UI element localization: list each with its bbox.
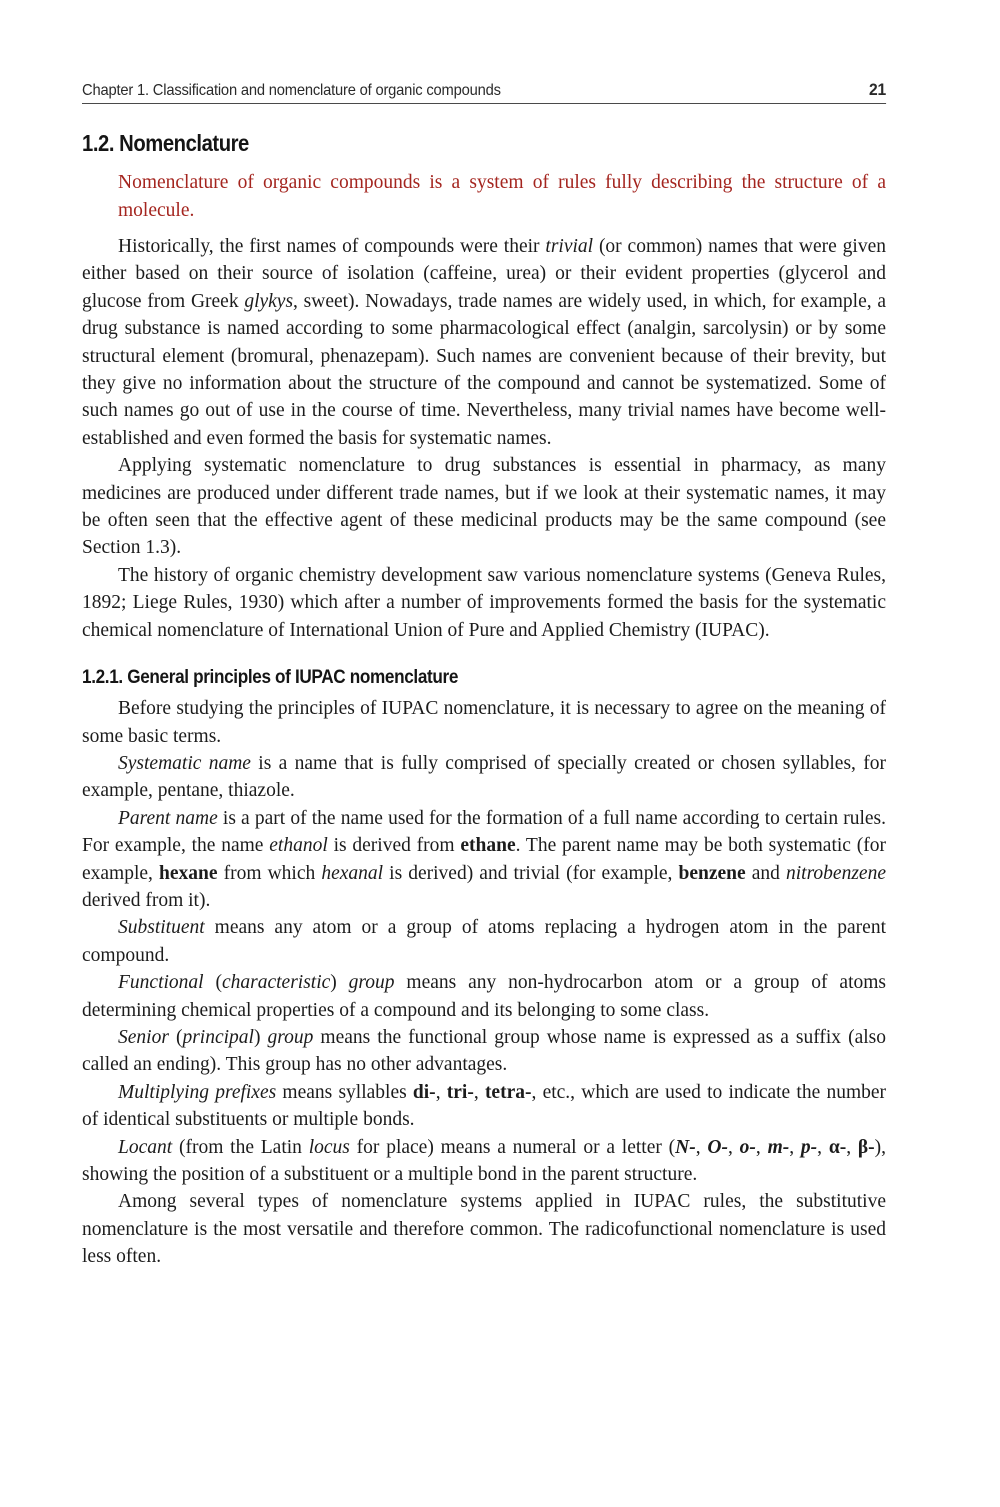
text-run: ( xyxy=(168,1026,183,1048)
paragraph-iupac-history: The history of organic chemistry development saw various nomenclature systems (Geneva Rules, 1892; Liege Rules, 1930) which after a number of improvements formed the basis for the systematic chemical nomenclature of International Union of Pure and Applied Chemistry (IUPAC). xyxy=(82,564,886,641)
separator: , xyxy=(817,1136,829,1158)
italic-term: Systematic name xyxy=(118,752,251,774)
text-run: is a name that is fully comprised of specially created or chosen syllables, for example, pentane, thiazole. xyxy=(82,752,886,802)
italic-term: principal xyxy=(182,1026,254,1048)
text-run: is derived) and trivial (for example, xyxy=(383,862,679,884)
italic-term: nitrobenzene xyxy=(785,862,886,884)
italic-term: glykys xyxy=(244,290,294,312)
italic-term: Multiplying prefixes xyxy=(118,1081,277,1103)
text-run: for place) means a numeral or a letter ( xyxy=(349,1136,676,1158)
paragraph-intro: Before studying the principles of IUPAC nomenclature, it is necessary to agree on the meaning of some basic terms. xyxy=(82,698,886,747)
italic-term: hexanal xyxy=(321,862,384,884)
italic-term: characteristic xyxy=(221,972,331,994)
paragraph-closing: Among several types of nomenclature systems applied in IUPAC rules, the substitutive nomenclature is the most versatile and therefore common. The radicofunctional nomenclature is used less often. xyxy=(82,1191,886,1268)
text-run: means syllables xyxy=(276,1081,413,1103)
term-multiplying-prefixes xyxy=(82,1079,886,1134)
bold-term: tetra- xyxy=(484,1081,532,1103)
text-run: means any atom or a group of atoms replacing a hydrogen atom in the parent compound. xyxy=(82,917,886,966)
document-page xyxy=(82,80,886,1271)
text-run: ) xyxy=(330,972,349,994)
text-run: ( xyxy=(203,972,222,994)
italic-term: Senior xyxy=(118,1026,169,1048)
text-run: ) xyxy=(253,1026,268,1048)
page-number: 21 xyxy=(868,80,887,99)
text-run: Historically, the first names of compounds were their xyxy=(118,236,546,257)
text-run: and xyxy=(745,862,786,884)
separator: , xyxy=(727,1136,740,1158)
separator: , xyxy=(755,1136,768,1158)
section-title: 1.2. Nomenclature xyxy=(82,130,249,156)
locant-symbol: p- xyxy=(800,1136,818,1158)
text-run: means the functional group whose name is expressed as a suffix (also called an ending). This group has no other advantages. xyxy=(82,1026,886,1076)
italic-term: Parent name xyxy=(118,807,218,829)
text-run: derived from it). xyxy=(82,889,211,911)
text-run: , xyxy=(435,1081,447,1103)
locant-symbol: o- xyxy=(739,1136,756,1158)
bold-term: ethane xyxy=(460,835,516,857)
paragraph-pharmacy: Applying systematic nomenclature to drug substances is essential in pharmacy, as many medicines are produced under different trade names, but if we look at their systematic names, it may be often seen that the effective agent of these medicinal products may be the same compound (see Section 1.3). xyxy=(82,455,886,559)
term-senior-group xyxy=(82,1024,886,1079)
locant-symbol: O- xyxy=(707,1136,728,1158)
term-substituent xyxy=(82,914,886,969)
italic-term: locus xyxy=(308,1136,350,1158)
text-run: (from the Latin xyxy=(172,1136,309,1158)
separator: , xyxy=(789,1136,801,1158)
bold-term: di- xyxy=(412,1081,436,1103)
text-run: is derived from xyxy=(327,835,461,857)
text-run: , sweet). Nowadays, trade names are widely used, in which, for example, a drug substance is named according to some pharmacological effect (analgin, sarcolysin) or by some structural element (bromural, phenazepam). Such names are convenient because of their brevity, but they give no information about the structure of the compound and cannot be systematized. Some of such names go out of use in the course of time. Nevertheless, many trivial names have become well-established and even formed the basis for systematic names. xyxy=(82,290,886,449)
bold-term: tri- xyxy=(446,1081,474,1103)
term-systematic-name xyxy=(82,750,886,805)
separator: , xyxy=(695,1136,708,1158)
italic-term: group xyxy=(267,1026,314,1048)
italic-term: group xyxy=(348,972,395,994)
locant-symbol: m- xyxy=(767,1136,790,1158)
italic-term: ethanol xyxy=(269,835,328,857)
chapter-title: Chapter 1. Classification and nomenclature of organic compounds xyxy=(82,82,501,99)
separator: , xyxy=(846,1136,858,1158)
locant-symbol: α- xyxy=(828,1136,847,1158)
text-run: , xyxy=(473,1081,485,1103)
italic-term: trivial xyxy=(545,236,594,257)
italic-term: Locant xyxy=(118,1136,173,1158)
term-parent-name xyxy=(82,805,886,915)
bold-term: hexane xyxy=(159,862,218,884)
subsection-title: 1.2.1. General principles of IUPAC nomenclature xyxy=(82,666,459,689)
term-locant xyxy=(82,1134,886,1189)
text-run: is a part of the name used for the formation of a full name according to certain rules. For example, the name xyxy=(82,807,887,857)
text-run: ), showing the position of a substituent or a multiple bond in the parent structure. xyxy=(82,1136,887,1185)
running-header xyxy=(82,80,886,104)
term-functional-group xyxy=(82,969,886,1024)
locant-symbol: N- xyxy=(675,1136,696,1158)
definition-highlight: Nomenclature of organic compounds is a system of rules fully describing the structure of a molecule. xyxy=(118,172,886,221)
text-run: . The parent name may be both systematic (for example, xyxy=(82,835,886,884)
text-run: (or common) names that were given either based on their source of isolation (caffeine, urea) or their evident properties (glycerol and glucose from Greek xyxy=(82,236,886,312)
text-run: means any non-hydrocarbon atom or a group of atoms determining chemical properties of a compound and its belonging to some class. xyxy=(82,972,887,1021)
locant-symbol: β- xyxy=(857,1136,875,1158)
paragraph-history xyxy=(82,233,886,452)
text-run: from which xyxy=(217,862,322,884)
italic-term: Functional xyxy=(118,972,204,994)
text-run: , etc., which are used to indicate the number of identical substituents or multiple bonds. xyxy=(82,1081,887,1131)
italic-term: Substituent xyxy=(118,917,205,939)
bold-term: benzene xyxy=(678,862,746,884)
